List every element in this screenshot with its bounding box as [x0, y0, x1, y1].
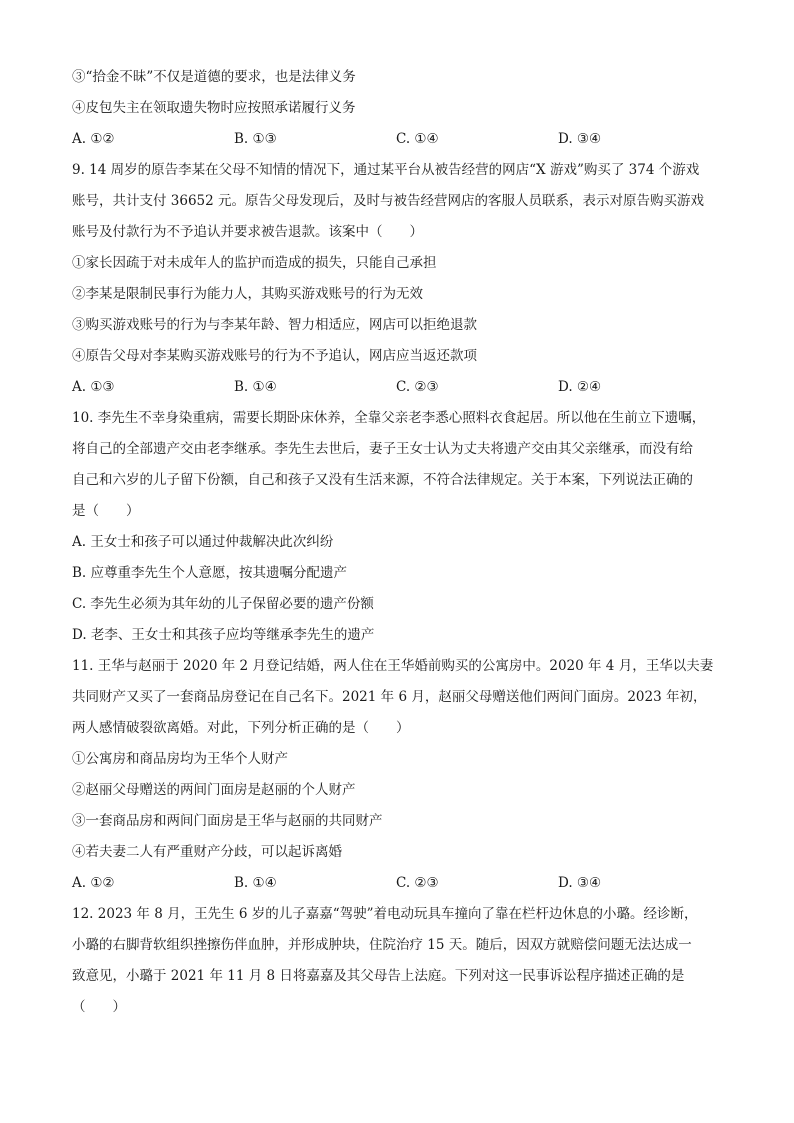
q8-option-c: C. ①④ [396, 131, 439, 147]
q9-item-1: ①家长因疏于对未成年人的监护而造成的损失，只能自己承担 [72, 255, 437, 271]
q12-stem-line-2: 小璐的右脚背软组织挫擦伤伴血肿，并形成肿块，住院治疗 15 天。随后，因双方就赔偿问题无法达成一 [72, 937, 692, 953]
question-8-block [72, 62, 724, 155]
q8-options [72, 124, 724, 155]
q11-stem-line-1: 11. 王华与赵丽于 2020 年 2 月登记结婚，两人住在王华婚前购买的公寓房中。2020 年 4 月，王华以夫妻 [72, 658, 714, 674]
q11-item-3: ③一套商品房和两间门面房是王华与赵丽的共同财产 [72, 813, 383, 829]
q8-option-b: B. ①③ [234, 131, 277, 147]
q9-option-d: D. ②④ [558, 379, 602, 395]
q11-item-1: ①公寓房和商品房均为王华个人财产 [72, 751, 288, 767]
question-12-block [72, 899, 724, 1023]
q11-option-b: B. ①④ [234, 875, 277, 891]
q9-option-b: B. ①④ [234, 379, 277, 395]
q11-stem-line-3: 两人感情破裂欲离婚。对此，下列分析正确的是（ ） [72, 720, 410, 736]
q8-item-3: ③“拾金不昧”不仅是道德的要求，也是法律义务 [72, 69, 356, 85]
q8-option-a: A. ①② [72, 131, 115, 147]
exam-page [72, 62, 724, 1023]
question-10-block [72, 403, 724, 651]
q9-item-2: ②李某是限制民事行为能力人，其购买游戏账号的行为无效 [72, 286, 423, 302]
q12-stem-line-4: （ ） [72, 999, 126, 1015]
q9-item-3: ③购买游戏账号的行为与李某年龄、智力相适应，网店可以拒绝退款 [72, 317, 477, 333]
q10-stem-line-1: 10. 李先生不幸身染重病，需要长期卧床休养，全靠父亲老李悉心照料衣食起居。所以他在生前立下遗嘱， [72, 410, 706, 426]
q8-option-d: D. ③④ [558, 131, 602, 147]
q9-item-4: ④原告父母对李某购买游戏账号的行为不予追认，网店应当返还款项 [72, 348, 477, 364]
q11-item-2: ②赵丽父母赠送的两间门面房是赵丽的个人财产 [72, 782, 356, 798]
q10-stem-line-4: 是（ ） [72, 503, 140, 519]
q9-option-a: A. ①③ [72, 379, 115, 395]
q11-stem-line-2: 共同财产又买了一套商品房登记在自己名下。2021 年 6 月，赵丽父母赠送他们两间门面房。2023 年初， [72, 689, 707, 705]
q11-option-d: D. ③④ [558, 875, 602, 891]
q9-option-c: C. ②③ [396, 379, 439, 395]
q12-stem-line-1: 12. 2023 年 8 月，王先生 6 岁的儿子嘉嘉“驾驶”着电动玩具车撞向了靠在栏杆边休息的小璐。经诊断， [72, 906, 698, 922]
q11-option-a: A. ①② [72, 875, 115, 891]
question-11-block [72, 651, 724, 899]
q9-stem-line-1: 9. 14 周岁的原告李某在父母不知情的情况下，通过某平台从被告经营的网店“X 游戏”购买了 374 个游戏 [72, 162, 700, 178]
q10-stem-line-3: 自己和六岁的儿子留下份额，自己和孩子又没有生活来源，不符合法律规定。关于本案，下列说法正确的 [72, 472, 693, 488]
q9-options [72, 372, 724, 403]
q11-option-c: C. ②③ [396, 875, 439, 891]
q10-option-c: C. 李先生必须为其年幼的儿子保留必要的遗产份额 [72, 596, 374, 612]
q10-option-b: B. 应尊重李先生个人意愿，按其遗嘱分配遗产 [72, 565, 348, 581]
q11-item-4: ④若夫妻二人有严重财产分歧，可以起诉离婚 [72, 844, 342, 860]
q9-stem-line-2: 账号，共计支付 36652 元。原告父母发现后，及时与被告经营网店的客服人员联系，表示对原告购买游戏 [72, 193, 705, 209]
q8-item-4: ④皮包失主在领取遗失物时应按照承诺履行义务 [72, 100, 356, 116]
q12-stem-line-3: 致意见，小璐于 2021 年 11 月 8 日将嘉嘉及其父母告上法庭。下列对这一民事诉讼程序描述正确的是 [72, 968, 685, 984]
q10-stem-line-2: 将自己的全部遗产交由老李继承。李先生去世后，妻子王女士认为丈夫将遗产交由其父亲继承，而没有给 [72, 441, 693, 457]
question-9-block [72, 155, 724, 403]
q9-stem-line-3: 账号及付款行为不予追认并要求被告退款。该案中（ ） [72, 224, 423, 240]
q10-option-a: A. 王女士和孩子可以通过仲裁解决此次纠纷 [72, 534, 334, 550]
q11-options [72, 868, 724, 899]
q10-option-d: D. 老李、王女士和其孩子应均等继承李先生的遗产 [72, 627, 375, 643]
